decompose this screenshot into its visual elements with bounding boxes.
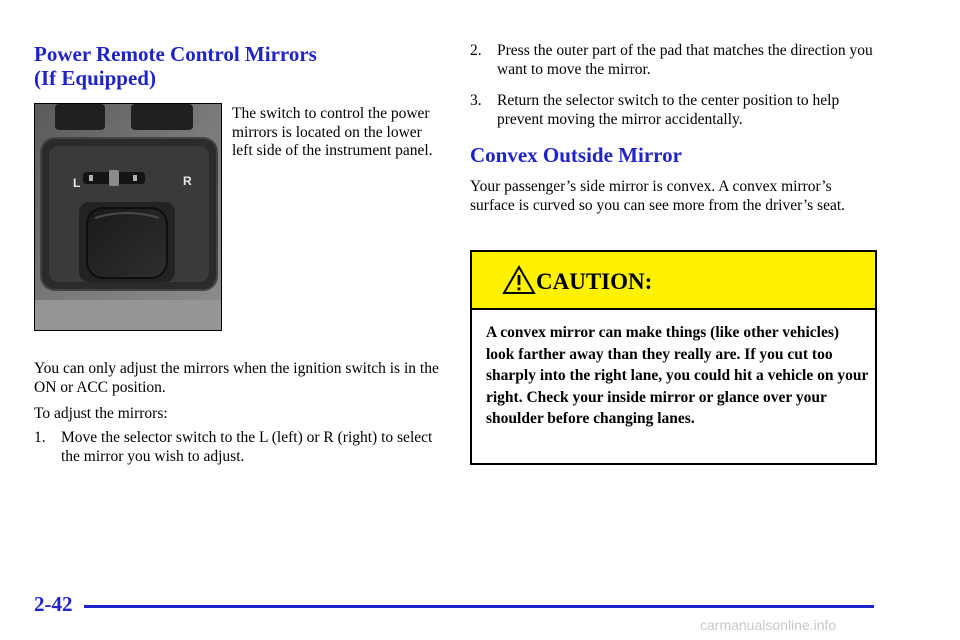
- caution-text: A convex mirror can make things (like other vehicles) look farther away than they really are. If you cut too sharply into the right lane, you could hit a vehicle on your right. Check your inside mirror or glance over your shoulder before changing lanes.: [486, 324, 869, 428]
- adjust-intro-text: To adjust the mirrors:: [34, 405, 168, 422]
- page-number: 2-42: [34, 592, 73, 616]
- step-1: [34, 429, 444, 466]
- step-number: 3.: [470, 92, 482, 109]
- section-title-convex-mirror: Convex Outside Mirror: [470, 143, 682, 167]
- step-text: Move the selector switch to the L (left) or R (right) to select the mirror you wish to adjust.: [61, 429, 433, 465]
- step-number: 2.: [470, 42, 482, 59]
- step-2: [470, 42, 880, 79]
- switch-location-text: The switch to control the power mirrors is located on the lower left side of the instrument panel.: [232, 105, 433, 160]
- convex-mirror-text: Your passenger’s side mirror is convex. A convex mirror’s surface is curved so you can see more from the driver’s seat.: [470, 178, 846, 214]
- step-number: 1.: [34, 429, 46, 446]
- warning-triangle-icon: [502, 265, 536, 295]
- section-title-power-mirrors: [34, 42, 317, 90]
- photo-label-left: L: [73, 176, 81, 190]
- caution-title: CAUTION:: [536, 269, 653, 294]
- caution-box: [470, 250, 877, 465]
- step-text: Return the selector switch to the center position to help prevent moving the mirror accidentally.: [497, 92, 840, 128]
- step-text: Press the outer part of the pad that matches the direction you want to move the mirror.: [497, 42, 873, 78]
- watermark-text: carmanualsonline.info: [700, 617, 837, 633]
- section-title-line1: Power Remote Control Mirrors: [34, 42, 317, 66]
- step-3: [470, 92, 880, 129]
- caution-header: [472, 252, 875, 310]
- mirror-switch-photo: [34, 103, 222, 331]
- footer-divider: [84, 605, 874, 608]
- photo-label-right: R: [183, 174, 192, 188]
- section-title-line2: (If Equipped): [34, 66, 156, 90]
- ignition-text: You can only adjust the mirrors when the ignition switch is in the ON or ACC position.: [34, 360, 439, 396]
